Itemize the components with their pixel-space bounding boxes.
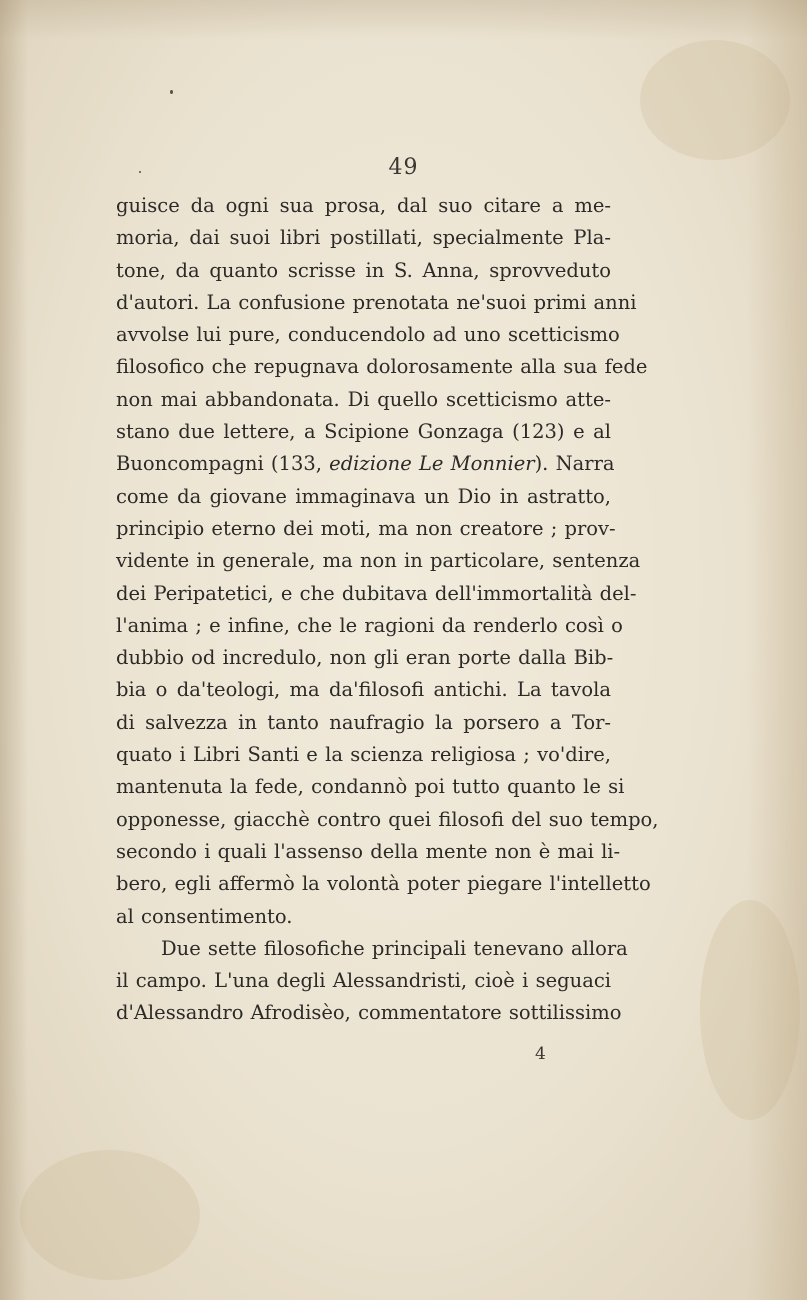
text-line: secondo i quali l'assenso della mente non è mai li- [116, 839, 621, 863]
text-line: moria, dai suoi libri postillati, specialmente Pla- [116, 226, 611, 250]
text-line [116, 448, 615, 480]
text-line: tone, da quanto scrisse in S. Anna, sprovveduto [116, 258, 611, 282]
text-line: mantenuta la fede, condannò poi tutto quanto le si [116, 775, 625, 799]
paper-stain [20, 1150, 200, 1280]
text-line: dubbio od incredulo, non gli eran porte dalla Bib- [116, 646, 614, 670]
page-edge-shadow-top [0, 0, 807, 40]
signature-mark: 4 [535, 1044, 546, 1064]
text-line: bero, egli affermò la volontà poter piegare l'intelletto [116, 872, 651, 896]
text-line: quato i Libri Santi e la scienza religiosa ; vo'dire, [116, 743, 611, 767]
text-line: bia o da'teologi, ma da'filosofi antichi. La tavola [116, 678, 611, 702]
paper-stain [640, 40, 790, 160]
ink-speck [170, 90, 173, 94]
text-line: opponesse, giacchè contro quei filosofi del suo tempo, [116, 807, 659, 831]
text-line: guisce da ogni sua prosa, dal suo citare a me- [116, 194, 611, 217]
text-line: non mai abbandonata. Di quello scetticismo atte- [116, 387, 611, 411]
text-line: al consentimento. [116, 904, 293, 928]
text-line: Due sette filosofiche principali tenevano allora [161, 936, 628, 960]
text-line: d'Alessandro Afrodisèo, commentatore sottilissimo [116, 1001, 622, 1025]
page-edge-shadow-left [0, 0, 28, 1300]
text-line: il campo. L'una degli Alessandristi, cioè i seguaci [116, 969, 611, 993]
text-line: stano due lettere, a Scipione Gonzaga (123) e al [116, 420, 611, 444]
text-line: come da giovane immaginava un Dio in astratto, [116, 484, 611, 508]
text-line: di salvezza in tanto naufragio la porsero a Tor- [116, 710, 611, 734]
text-line: avvolse lui pure, conducendolo ad uno scetticismo [116, 323, 620, 347]
italic-citation: edizione Le Monnier [329, 452, 535, 476]
body-text [116, 190, 659, 1030]
paper-stain [700, 900, 800, 1120]
text-segment: Buoncompagni (133, [116, 452, 330, 476]
text-line: l'anima ; e infine, che le ragioni da renderlo così o [116, 613, 623, 637]
text-line: filosofico che repugnava dolorosamente alla sua fede [116, 355, 648, 379]
text-line: principio eterno dei moti, ma non creatore ; prov- [116, 516, 616, 540]
text-line: d'autori. La confusione prenotata ne'suoi primi anni [116, 290, 637, 314]
text-line: vidente in generale, ma non in particolare, sentenza [116, 549, 641, 573]
page-number: 49 [388, 155, 419, 180]
text-line: dei Peripatetici, e che dubitava dell'immortalità del- [116, 581, 637, 605]
text-segment: ). Narra [534, 452, 615, 476]
